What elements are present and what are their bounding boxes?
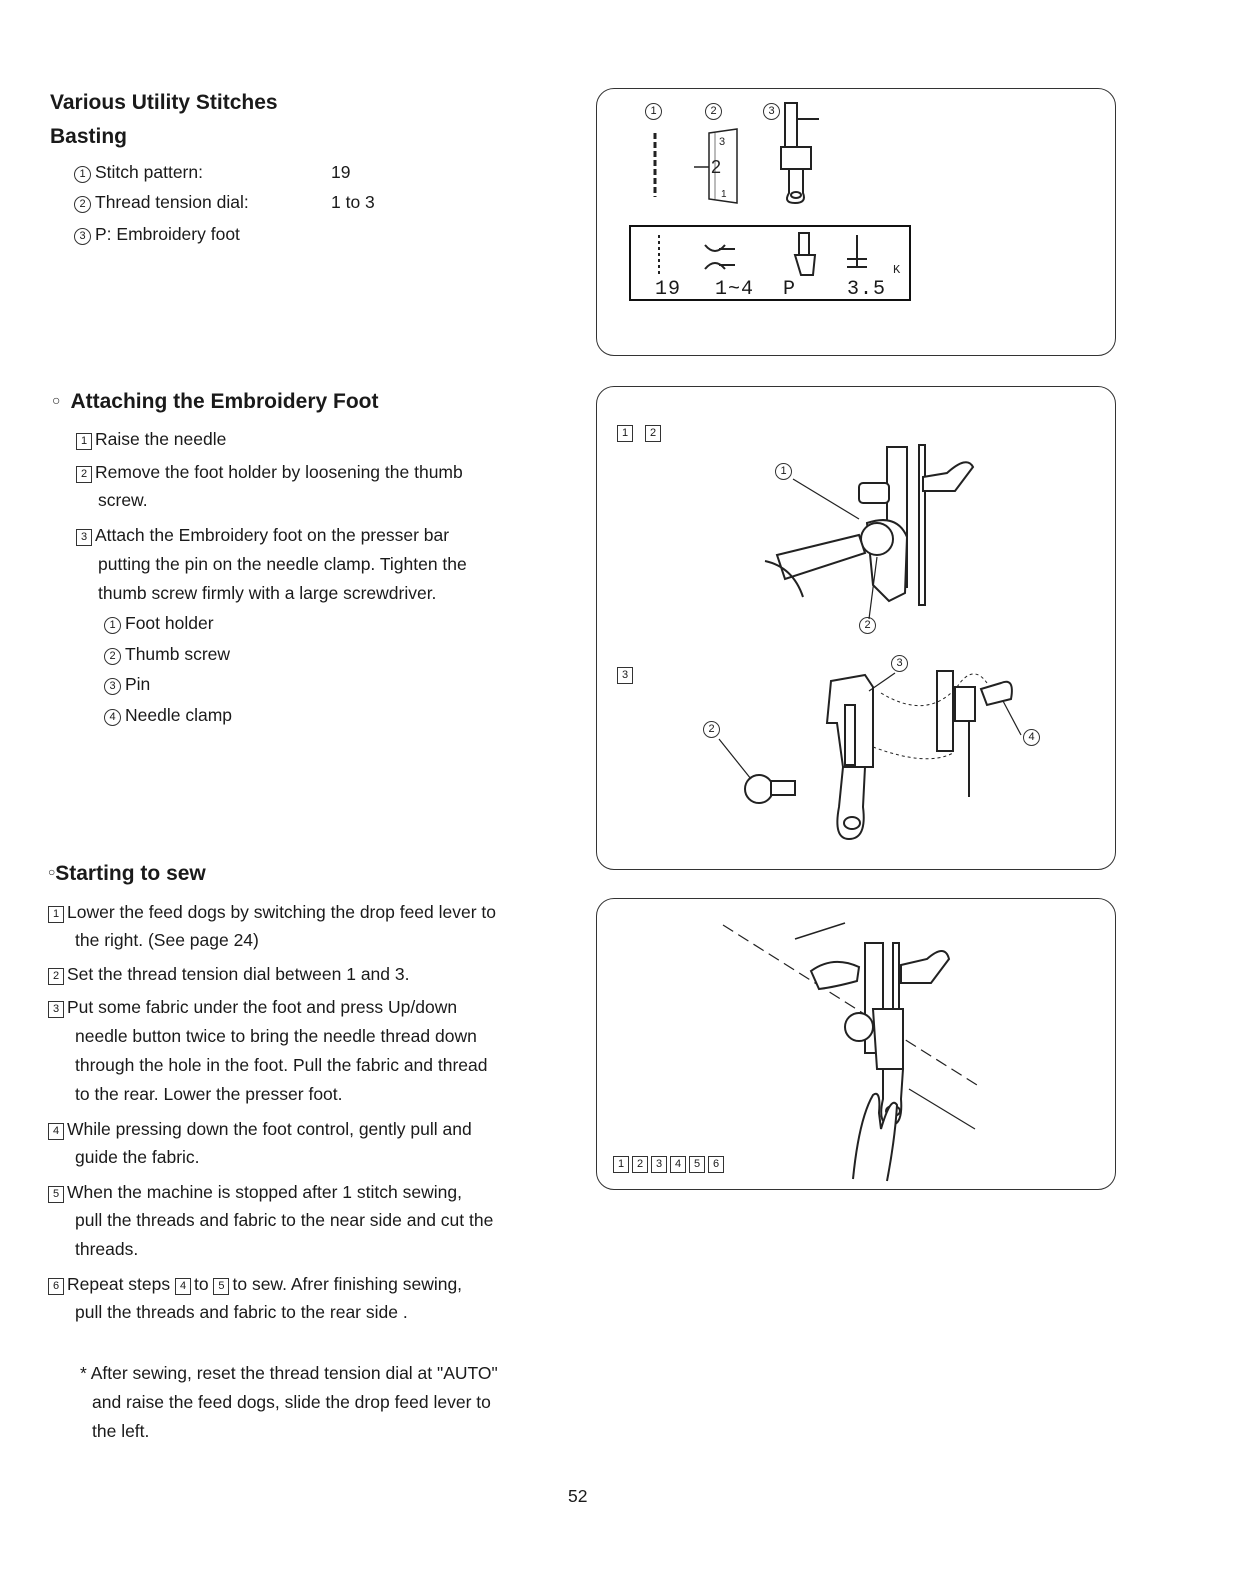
attach-foot-drawing [597, 387, 1117, 871]
step-text-cont: threads. [75, 1239, 139, 1259]
thumb-screw-bottom [745, 775, 773, 803]
tension-icon [705, 245, 735, 269]
section-title: Various Utility Stitches [50, 91, 278, 114]
setting-row [74, 188, 249, 217]
setting-value: 1 to 3 [331, 192, 375, 212]
callout-number: 1 [74, 166, 91, 183]
sew-step [48, 960, 409, 989]
stitch-length-icon [847, 235, 867, 267]
callout-number: 1 [775, 463, 792, 480]
step-text: to [194, 1274, 209, 1294]
tension-dial-icon [694, 129, 737, 203]
thumb-screw [861, 523, 893, 555]
step-text: Remove the foot holder by loosening the thumb [95, 462, 463, 482]
attach-heading-text: Attaching the Embroidery Foot [70, 390, 379, 413]
callout-number: 1 [645, 103, 662, 120]
step-text: Set the thread tension dial between 1 and 3. [67, 964, 410, 984]
lcd-display [629, 225, 911, 301]
step-tag: 1 [617, 425, 633, 442]
callout-number: 2 [705, 103, 722, 120]
callout-number: 2 [703, 721, 720, 738]
needle-clamp [981, 682, 1012, 705]
screwdriver [777, 535, 865, 579]
setting-value: 19 [331, 162, 351, 182]
sew-step [48, 1270, 462, 1299]
part-label [104, 670, 150, 699]
step-text-cont: to the rear. Lower the presser foot. [75, 1084, 343, 1104]
attach-heading [52, 390, 378, 414]
embroidery-foot-icon [781, 103, 819, 203]
embroidery-foot [873, 1009, 903, 1069]
step-text: Repeat steps [67, 1274, 171, 1294]
k-icon: K [893, 263, 901, 277]
stitch-icons-drawing [597, 89, 1117, 357]
sewing-drawing [597, 899, 1117, 1191]
step-text: Raise the needle [95, 429, 227, 449]
step-ref: 4 [175, 1278, 191, 1295]
figure-stitch-settings [596, 88, 1116, 356]
sew-step [48, 1115, 472, 1144]
step-number: 5 [48, 1186, 64, 1203]
step-text-cont: putting the pin on the needle clamp. Tighten the [98, 554, 467, 574]
callout-number: 1 [104, 617, 121, 634]
step-ref: 5 [213, 1278, 229, 1295]
needle-bar [937, 671, 953, 751]
lcd-pattern-number: 19 [655, 278, 682, 301]
step-text: When the machine is stopped after 1 stitch sewing, [67, 1182, 462, 1202]
step-text-cont: pull the threads and fabric to the rear side . [75, 1302, 408, 1322]
lcd-tension-value: 1~4 [715, 278, 755, 301]
setting-row [74, 158, 203, 187]
embroidery-foot [827, 675, 873, 767]
setting-label: P: Embroidery foot [95, 224, 240, 244]
dial-number: 2 [711, 157, 722, 177]
sew-step [48, 993, 457, 1022]
step-tag: 3 [651, 1156, 667, 1173]
step-text-cont: screw. [98, 490, 148, 510]
note-line: * After sewing, reset the thread tension dial at "AUTO" [80, 1363, 498, 1383]
figure-attach-foot [596, 386, 1116, 870]
lcd-length-value: 3.5 [847, 278, 887, 301]
figure-starting-sew [596, 898, 1116, 1190]
needle-clamp [901, 951, 949, 983]
step-number: 1 [76, 433, 92, 450]
part-text: Thumb screw [125, 644, 231, 664]
setting-label: Stitch pattern: [95, 162, 203, 182]
foot-icon [795, 233, 815, 275]
attach-step [76, 521, 449, 550]
step-text: Attach the Embroidery foot on the presser bar [95, 525, 450, 545]
step-tag: 6 [708, 1156, 724, 1173]
step-text: While pressing down the foot control, gently pull and [67, 1119, 472, 1139]
thumb-screw [845, 1013, 873, 1041]
attach-step [76, 458, 463, 487]
step-tag: 2 [645, 425, 661, 442]
step-text-cont: needle button twice to bring the needle thread down [75, 1026, 477, 1046]
sew-heading [48, 862, 206, 886]
callout-number: 4 [104, 709, 121, 726]
needle-clamp-screw [923, 462, 973, 491]
note-line: the left. [92, 1421, 150, 1441]
step-number: 3 [76, 529, 92, 546]
step-tag: 4 [670, 1156, 686, 1173]
setting-row [74, 220, 240, 249]
step-number: 1 [48, 906, 64, 923]
step-text-cont: pull the threads and fabric to the near side and cut the [75, 1210, 494, 1230]
lcd-foot-letter: P [783, 278, 797, 301]
step-number: 4 [48, 1123, 64, 1140]
step-number: 3 [48, 1001, 64, 1018]
callout-number: 3 [104, 678, 121, 695]
attach-step [76, 425, 226, 454]
callout-number: 2 [104, 648, 121, 665]
step-tag: 3 [617, 667, 633, 684]
step-text-cont: through the hole in the foot. Pull the fabric and thread [75, 1055, 488, 1075]
dial-number: 1 [721, 189, 727, 200]
sew-step [48, 1178, 462, 1207]
bullet-icon: ○ [48, 865, 56, 879]
callout-number: 2 [859, 617, 876, 634]
step-text: to sew. Afrer finishing sewing, [232, 1274, 463, 1294]
hand-bottom [853, 1094, 897, 1181]
setting-label: Thread tension dial: [95, 192, 249, 212]
step-tag: 2 [632, 1156, 648, 1173]
hand-top [811, 962, 859, 989]
step-number: 2 [76, 466, 92, 483]
step-tag: 1 [613, 1156, 629, 1173]
callout-number: 2 [74, 196, 91, 213]
part-text: Needle clamp [125, 705, 232, 725]
page-number: 52 [568, 1486, 588, 1506]
step-number: 2 [48, 968, 64, 985]
step-text: Put some fabric under the foot and press Up/down [67, 997, 458, 1017]
sew-heading-text: Starting to sew [55, 862, 206, 885]
part-text: Pin [125, 674, 151, 694]
callout-number: 3 [763, 103, 780, 120]
step-text-cont: thumb screw firmly with a large screwdriver. [98, 583, 437, 603]
callout-number: 4 [1023, 729, 1040, 746]
bullet-icon: ○ [52, 392, 61, 408]
thumb-screw-top [859, 483, 889, 503]
step-number: 6 [48, 1278, 64, 1295]
callout-number: 3 [74, 228, 91, 245]
step-tag: 5 [689, 1156, 705, 1173]
part-label [104, 701, 232, 730]
step-text-cont: guide the fabric. [75, 1147, 200, 1167]
step-text: Lower the feed dogs by switching the drop feed lever to [67, 902, 497, 922]
dial-number: 3 [719, 136, 726, 148]
part-label [104, 609, 214, 638]
part-text: Foot holder [125, 613, 214, 633]
part-label [104, 640, 230, 669]
sew-step [48, 898, 496, 927]
subsection-title-basting: Basting [50, 125, 128, 148]
callout-number: 3 [891, 655, 908, 672]
step-text-cont: the right. (See page 24) [75, 930, 259, 950]
note-line: and raise the feed dogs, slide the drop feed lever to [92, 1392, 491, 1412]
